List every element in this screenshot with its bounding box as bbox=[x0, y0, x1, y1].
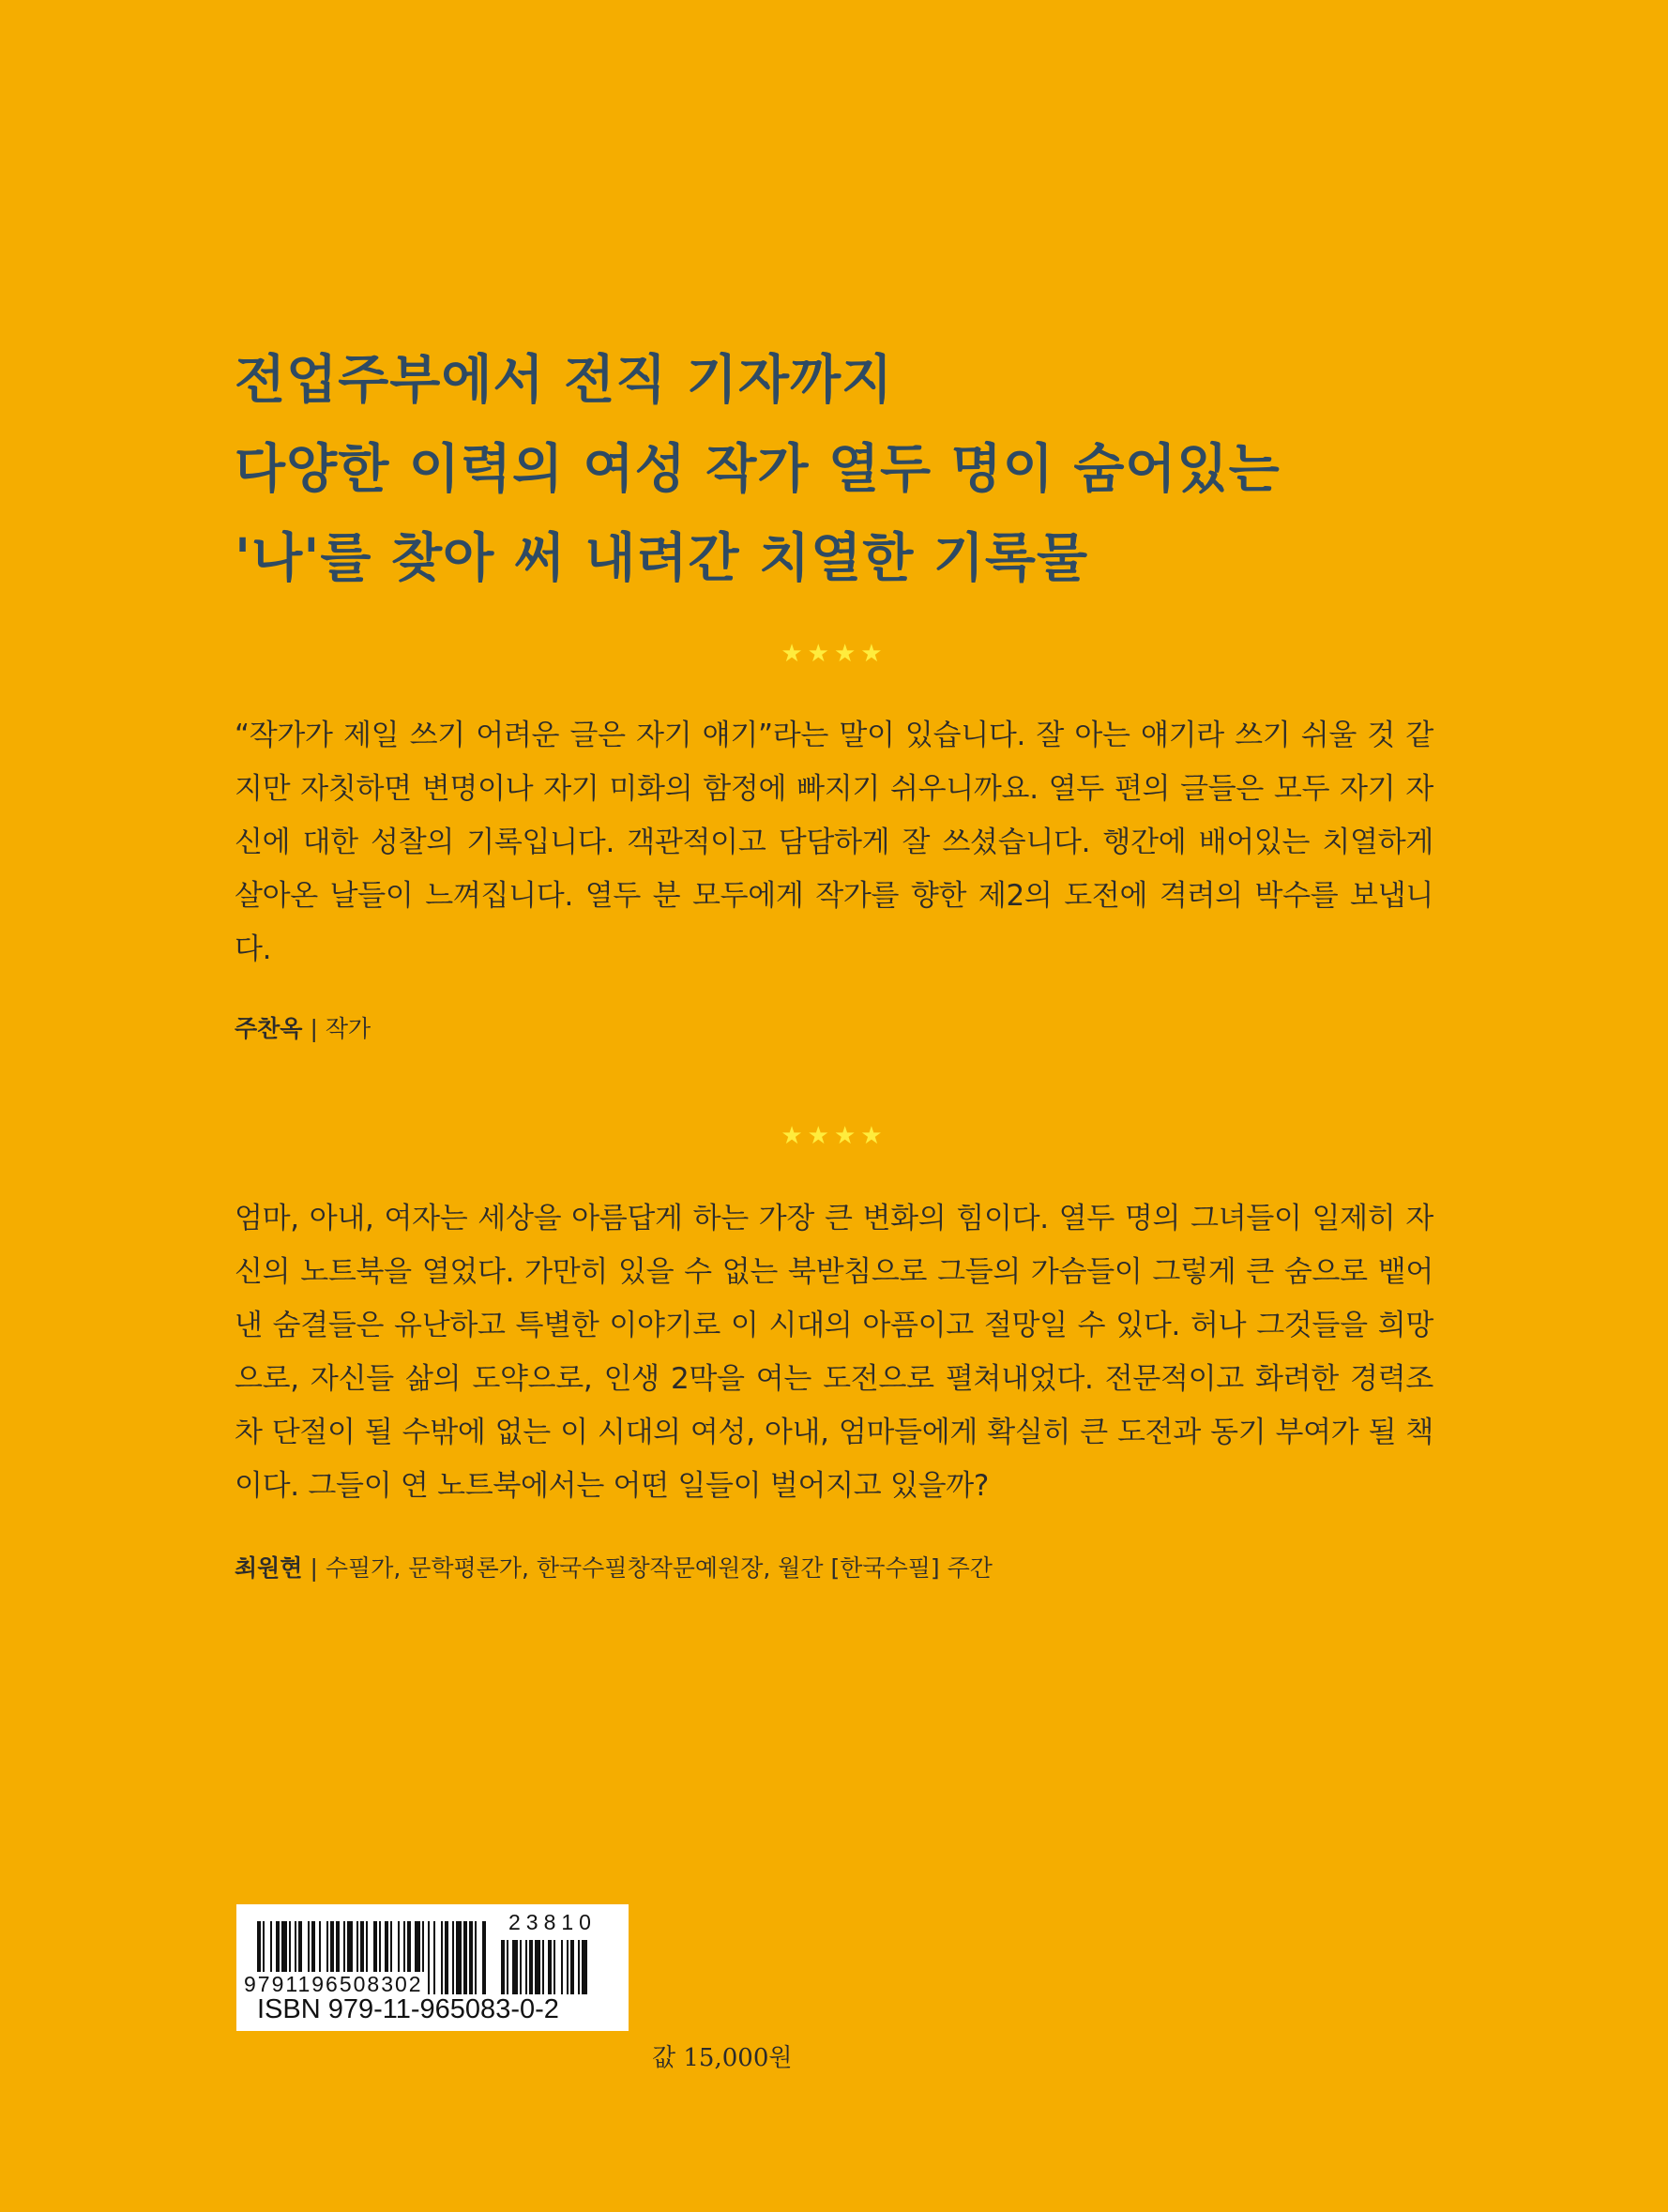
barcode-addon-bar bbox=[561, 1940, 563, 1994]
barcode-addon-bar bbox=[570, 1940, 574, 1994]
byline-separator-2: | bbox=[310, 1554, 318, 1582]
barcode-addon-bar bbox=[582, 1940, 587, 1994]
barcode-bar bbox=[463, 1921, 467, 1994]
barcode-addon-bar bbox=[520, 1940, 522, 1994]
barcode-addon-bar bbox=[512, 1940, 518, 1994]
barcode-bar bbox=[452, 1921, 454, 1994]
star-divider-1: ★★★★ bbox=[781, 640, 887, 668]
headline-line-3: '나'를 찾아 써 내려간 치열한 기록물 bbox=[235, 528, 1089, 589]
barcode-bar bbox=[441, 1921, 443, 1994]
barcode-addon-bar bbox=[548, 1940, 552, 1994]
barcode-addon-bar bbox=[501, 1940, 505, 1994]
review-text-2: 엄마, 아내, 여자는 세상을 아름답게 하는 가장 큰 변화의 힘이다. 열두 명의 그녀들이 일제히 자신의 노트북을 열었다. 가만히 있을 수 없는 북받침으로 그들의 가슴들이 그렇게 큰 숨으로 뱉어낸 숨결들은 유난하고 특별한 이야기로 이 시대의 아픔이고 절망일 수 있다. 허나 그것들을 희망으로, 자신들 삶의 도약으로, 인생 2막을 여는 도전으로 펼쳐내었다. 전문적이고 화려한 경력조차 단절이 될 수밖에 없는 이 시대의 여성, 아내, 엄마들에게 확실히 큰 도전과 동기 부여가 될 책이다. 그들이 연 노트북에서는 어떤 일들이 벌어지고 있을까? bbox=[235, 1202, 1433, 1503]
headline-line-1: 전업주부에서 전직 기자까지 bbox=[235, 350, 894, 411]
review-byline-2 bbox=[235, 1550, 993, 1583]
barcode-addon-bar bbox=[535, 1940, 540, 1994]
barcode-bar bbox=[433, 1921, 435, 1994]
barcode-addon-bar bbox=[525, 1940, 527, 1994]
barcode-addon-bar bbox=[553, 1940, 555, 1994]
review-author-1: 주찬옥 bbox=[235, 1015, 303, 1042]
barcode-bar bbox=[475, 1921, 477, 1994]
barcode-addon-bar bbox=[542, 1940, 544, 1994]
barcode-bar bbox=[469, 1921, 473, 1994]
barcode-ean-digits: 9791196508302 bbox=[244, 1972, 427, 1997]
barcode-addon-bar bbox=[507, 1940, 508, 1994]
headline bbox=[235, 336, 1454, 603]
review-text-1: “작가가 제일 쓰기 어려운 글은 자기 얘기”라는 말이 있습니다. 잘 아는 얘기라 쓰기 쉬울 것 같지만 자칫하면 변명이나 자기 미화의 함정에 빠지기 쉬우니까요. 열두 편의 글들은 모두 자기 자신에 대한 성찰의 기록입니다. 객관적이고 담담하게 잘 쓰셨습니다. 행간에 배어있는 치열하게 살아온 날들이 느껴집니다. 열두 분 모두에게 작가를 향한 제2의 도전에 격려의 박수를 보냅니다. bbox=[235, 719, 1433, 966]
barcode-bar bbox=[482, 1921, 486, 1994]
barcode-bar bbox=[428, 1921, 430, 1994]
headline-line-2: 다양한 이력의 여성 작가 열두 명이 숨어있는 bbox=[235, 439, 1281, 500]
barcode-bar bbox=[456, 1921, 462, 1994]
byline-separator-1: | bbox=[310, 1015, 318, 1042]
star-divider-2: ★★★★ bbox=[781, 1122, 887, 1150]
isbn-barcode bbox=[236, 1904, 629, 2031]
barcode-addon-bar bbox=[529, 1940, 533, 1994]
isbn-number: ISBN 979-11-965083-0-2 bbox=[257, 1994, 559, 2024]
barcode-addon-bar bbox=[567, 1940, 569, 1994]
review-author-2: 최원현 bbox=[235, 1554, 303, 1582]
review-role-1: 작가 bbox=[325, 1015, 372, 1042]
barcode-addon-bar bbox=[578, 1940, 580, 1994]
price: 값 15,000원 bbox=[652, 2044, 793, 2072]
barcode-addon-digits: 23810 bbox=[508, 1910, 597, 1934]
barcode-bar bbox=[445, 1921, 448, 1994]
review-role-2: 수필가, 문학평론가, 한국수필창작문예원장, 월간 [한국수필] 주간 bbox=[325, 1554, 993, 1582]
review-byline-1 bbox=[235, 1010, 371, 1044]
